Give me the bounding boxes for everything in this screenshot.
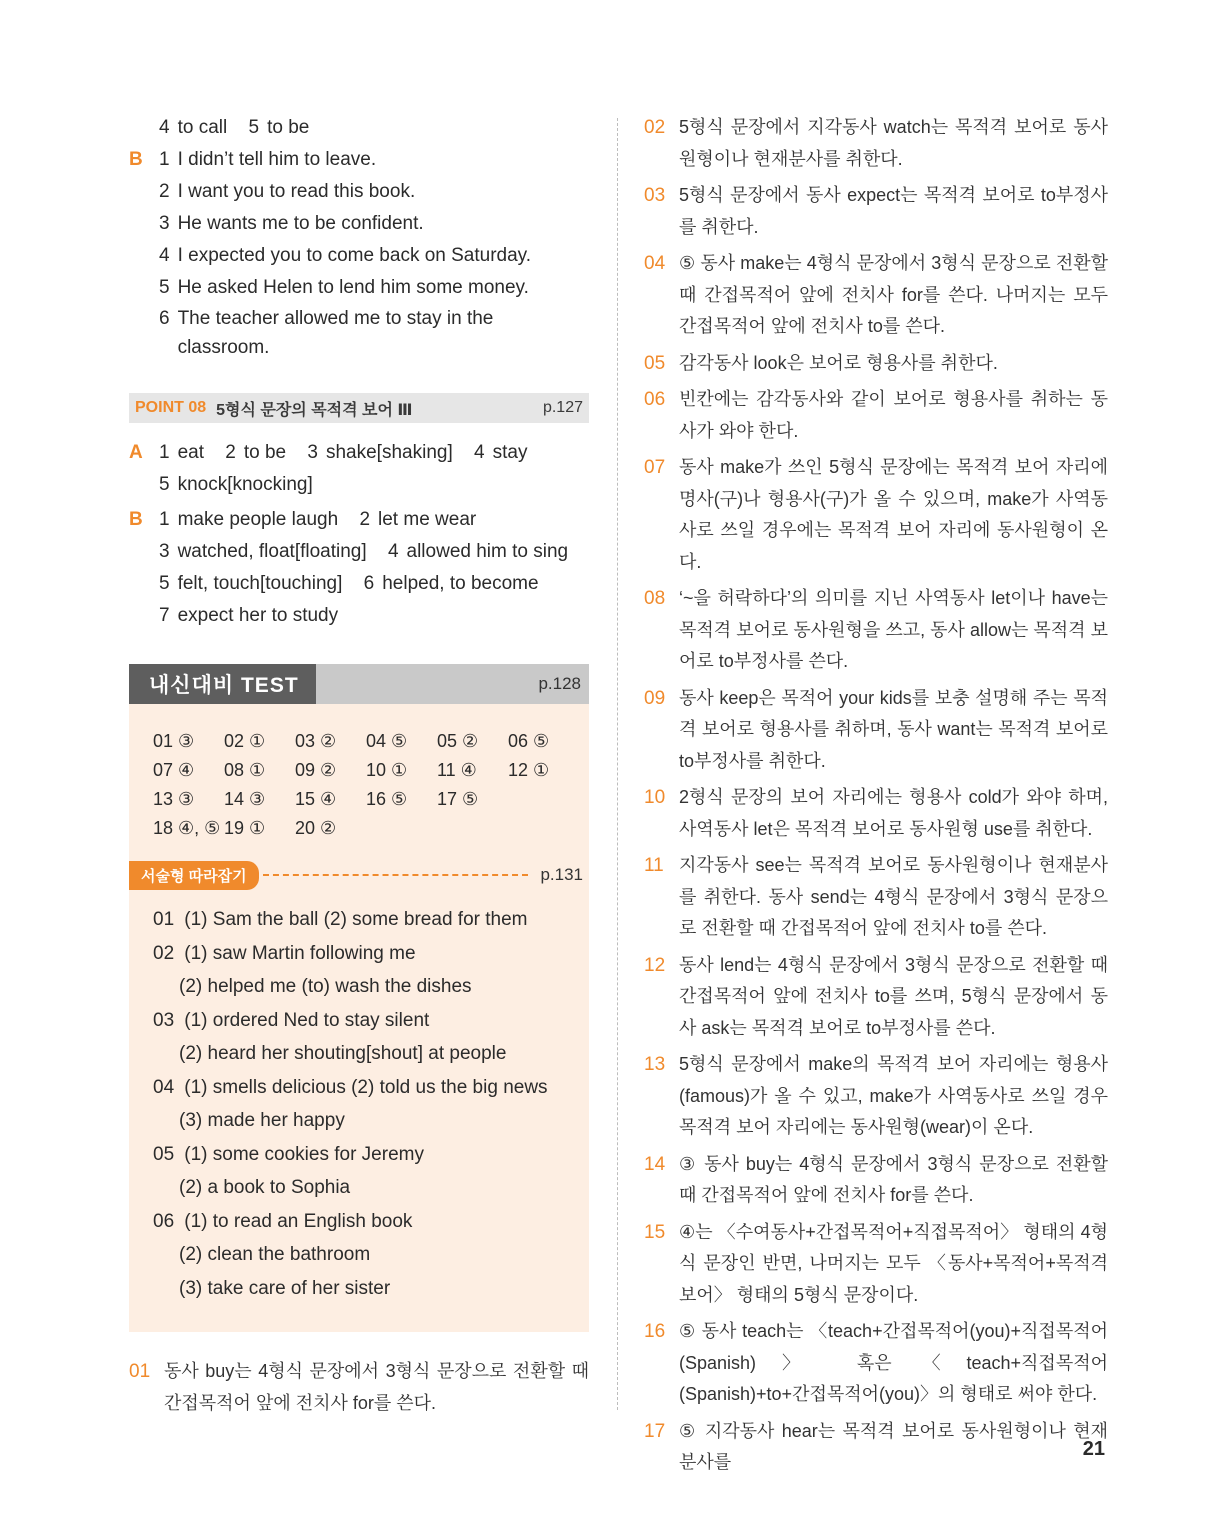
explanation-number: 04 <box>644 253 666 274</box>
explanation-item: 12 동사 lend는 4형식 문장에서 3형식 문장으로 전환할 때 간접목적어 앞에 전치사 to를 쓰며, 5형식 문장에서 동사 ask는 목적격 보어로 to부정사를 쓴다. <box>644 950 1108 1045</box>
answer-line: 7 expect her to study <box>159 605 339 626</box>
descriptive-line: (3) take care of her sister <box>179 1277 391 1299</box>
right-column <box>644 112 1108 1484</box>
answer-cell: 08 ① <box>224 760 266 780</box>
answer-line: B 1 I didn’t tell him to leave. <box>129 144 589 176</box>
answer-cell: 17 ⑤ <box>437 789 479 809</box>
descriptive-line: 06 (1) to read an English book <box>153 1210 413 1232</box>
explanation-number: 13 <box>644 1054 666 1075</box>
explanation-item: 05 감각동사 look은 보어로 형용사를 취한다. <box>644 348 1108 380</box>
explanation-item: 16 ⑤ 동사 teach는 〈teach+간접목적어(you)+직접목적어(Spanish)〉 혹은 〈teach+직접목적어(Spanish)+to+간접목적어(you)〉의 형태로 써야 한다. <box>644 1316 1108 1411</box>
point-title: 5형식 문장의 목적격 보어 Ⅲ <box>216 401 413 419</box>
answer-cell: 02 ① <box>224 731 266 751</box>
descriptive-line: 03 (1) ordered Ned to stay silent <box>153 1009 430 1031</box>
answer-line: 4 I expected you to come back on Saturday. <box>159 245 532 266</box>
answer-cell: 04 ⑤ <box>366 731 408 751</box>
answer-line: 5 knock[knocking] <box>159 474 313 495</box>
test-page-ref: p.128 <box>538 674 581 693</box>
left-column <box>129 112 589 1424</box>
answer-cell: 09 ② <box>295 760 337 780</box>
descriptive-line: (2) a book to Sophia <box>179 1177 351 1198</box>
answer-cell: 11 ④ <box>437 760 477 780</box>
answer-cell: 18 ④, ⑤ <box>153 818 221 838</box>
explanation-number: 08 <box>644 588 666 609</box>
test-answer-box <box>129 704 589 1332</box>
explanation-number: 01 <box>129 1361 151 1382</box>
page-number: 21 <box>1082 1438 1105 1460</box>
answer-line: 5 He asked Helen to lend him some money. <box>159 277 529 298</box>
point-label: POINT 08 <box>135 399 207 416</box>
explanation-number: 07 <box>644 457 666 478</box>
answer-grid <box>153 728 589 841</box>
explanation-item: 17 ⑤ 지각동사 hear는 목적격 보어로 동사원형이나 현재분사를 <box>644 1416 1108 1479</box>
column-divider <box>617 118 618 1410</box>
explanation-number: 06 <box>644 389 666 410</box>
section-letter-a: A <box>129 442 143 463</box>
answer-line: A 1 eat 2 to be 3 shake[shaking] 4 stay <box>129 437 589 469</box>
answer-line: 3 watched, float[floating] 4 allowed him to sing <box>159 541 569 562</box>
explanation-number: 17 <box>644 1420 666 1442</box>
explanation-item: 14 ③ 동사 buy는 4형식 문장에서 3형식 문장으로 전환할 때 간접목적어 앞에 전치사 for를 쓴다. <box>644 1149 1108 1212</box>
explanation-item: 10 2형식 문장의 보어 자리에는 형용사 cold가 와야 하며, 사역동사 let은 목적격 보어로 동사원형 use를 취한다. <box>644 782 1108 845</box>
explanation-item: 15 ④는 〈수여동사+간접목적어+직접목적어〉 형태의 4형식 문장인 반면, 나머지는 모두 〈동사+목적어+목적격 보어〉 형태의 5형식 문장이다. <box>644 1217 1108 1312</box>
answer-cell: 10 ① <box>366 760 408 780</box>
descriptive-line: (2) heard her shouting[shout] at people <box>179 1043 507 1064</box>
descriptive-line: (2) clean the bathroom <box>179 1244 371 1265</box>
answer-line: 2 I want you to read this book. <box>159 181 416 202</box>
section-letter-b: B <box>129 149 143 170</box>
point-08-header <box>129 393 589 423</box>
answer-cell: 05 ② <box>437 731 479 751</box>
explanation-number: 10 <box>644 787 666 808</box>
answer-cell: 03 ② <box>295 731 337 751</box>
answer-line: 4 to call 5 to be <box>159 117 310 138</box>
answer-line: 3 He wants me to be confident. <box>159 213 424 234</box>
explanation-item: 03 5형식 문장에서 동사 expect는 목적격 보어로 to부정사를 취한다. <box>644 180 1108 243</box>
explanation-item: 11 지각동사 see는 목적격 보어로 동사원형이나 현재분사를 취한다. 동사 send는 4형식 문장에서 3형식 문장으로 전환할 때 간접목적어 앞에 전치사 to를 쓴다. <box>644 850 1108 945</box>
explanation-item: 06 빈칸에는 감각동사와 같이 보어로 형용사를 취하는 동사가 와야 한다. <box>644 384 1108 447</box>
explanation-item: 02 5형식 문장에서 지각동사 watch는 목적격 보어로 동사원형이나 현재분사를 취한다. <box>644 112 1108 175</box>
descriptive-page-ref: p.131 <box>540 865 583 884</box>
explanation-item: 09 동사 keep은 목적어 your kids를 보충 설명해 주는 목적격 보어로 형용사를 취하며, 동사 want는 목적격 보어로 to부정사를 취한다. <box>644 683 1108 778</box>
answer-line: B 1 make people laugh 2 let me wear <box>129 504 589 536</box>
descriptive-line: (2) helped me (to) wash the dishes <box>179 976 472 997</box>
explanation-number: 12 <box>644 954 666 976</box>
explanation-number: 02 <box>644 117 666 138</box>
answer-cell: 01 ③ <box>153 731 195 751</box>
answer-line: 6 The teacher allowed me to stay in the classroom. <box>159 308 494 358</box>
dashed-rule <box>263 874 529 876</box>
descriptive-tag: 서술형 따라잡기 <box>129 861 259 890</box>
section-letter-b: B <box>129 509 143 530</box>
explanation-item: 08 ‘~을 허락하다’의 의미를 지닌 사역동사 let이나 have는 목적격 보어로 동사원형을 쓰고, 동사 allow는 목적격 보어로 to부정사를 쓴다. <box>644 583 1108 678</box>
test-title: 내신대비 TEST <box>129 664 316 704</box>
answer-line: 5 felt, touch[touching] 6 helped, to become <box>159 573 539 594</box>
explanation-number: 03 <box>644 185 666 206</box>
explanation-number: 14 <box>644 1153 666 1175</box>
answer-cell: 13 ③ <box>153 789 195 809</box>
explanation-number: 11 <box>644 855 664 876</box>
descriptive-line: 04 (1) smells delicious (2) told us the big news <box>153 1076 548 1098</box>
descriptive-line: (3) made her happy <box>179 1110 345 1131</box>
answer-cell: 19 ① <box>224 818 266 838</box>
explanation-number: 05 <box>644 352 666 374</box>
answer-cell: 16 ⑤ <box>366 789 408 809</box>
explanation-item: 13 5형식 문장에서 make의 목적격 보어 자리에는 형용사(famous)가 올 수 있고, make가 사역동사로 쓰일 경우 목적격 보어 자리에는 동사원형(wear)이 온다. <box>644 1049 1108 1144</box>
descriptive-line: 01 (1) Sam the ball (2) some bread for them <box>153 909 528 930</box>
point-page-ref: p.127 <box>542 399 583 416</box>
descriptive-line: 05 (1) some cookies for Jeremy <box>153 1143 424 1165</box>
answer-cell: 06 ⑤ <box>508 731 550 751</box>
test-header <box>129 664 589 704</box>
descriptive-header <box>129 861 589 889</box>
descriptive-line: 02 (1) saw Martin following me <box>153 942 416 964</box>
answer-cell: 15 ④ <box>295 789 337 809</box>
explanation-item: 07 동사 make가 쓰인 5형식 문장에는 목적격 보어 자리에 명사(구)나 형용사(구)가 올 수 있으며, make가 사역동사로 쓰일 경우에는 목적격 보어 자리에 동사원형이 온다. <box>644 452 1108 578</box>
explanation-item: 04 ⑤ 동사 make는 4형식 문장에서 3형식 문장으로 전환할 때 간접목적어 앞에 전치사 for를 쓴다. 나머지는 모두 간접목적어 앞에 전치사 to를 쓴다. <box>644 248 1108 343</box>
explanation-number: 09 <box>644 687 666 709</box>
answer-cell: 12 ① <box>508 760 550 780</box>
explanation-item: 01 동사 buy는 4형식 문장에서 3형식 문장으로 전환할 때 간접목적어 앞에 전치사 for를 쓴다. <box>129 1356 589 1419</box>
answer-cell: 20 ② <box>295 818 337 838</box>
answer-cell: 14 ③ <box>224 789 266 809</box>
answer-cell: 07 ④ <box>153 760 195 780</box>
explanation-number: 15 <box>644 1221 666 1243</box>
explanation-number: 16 <box>644 1321 666 1342</box>
